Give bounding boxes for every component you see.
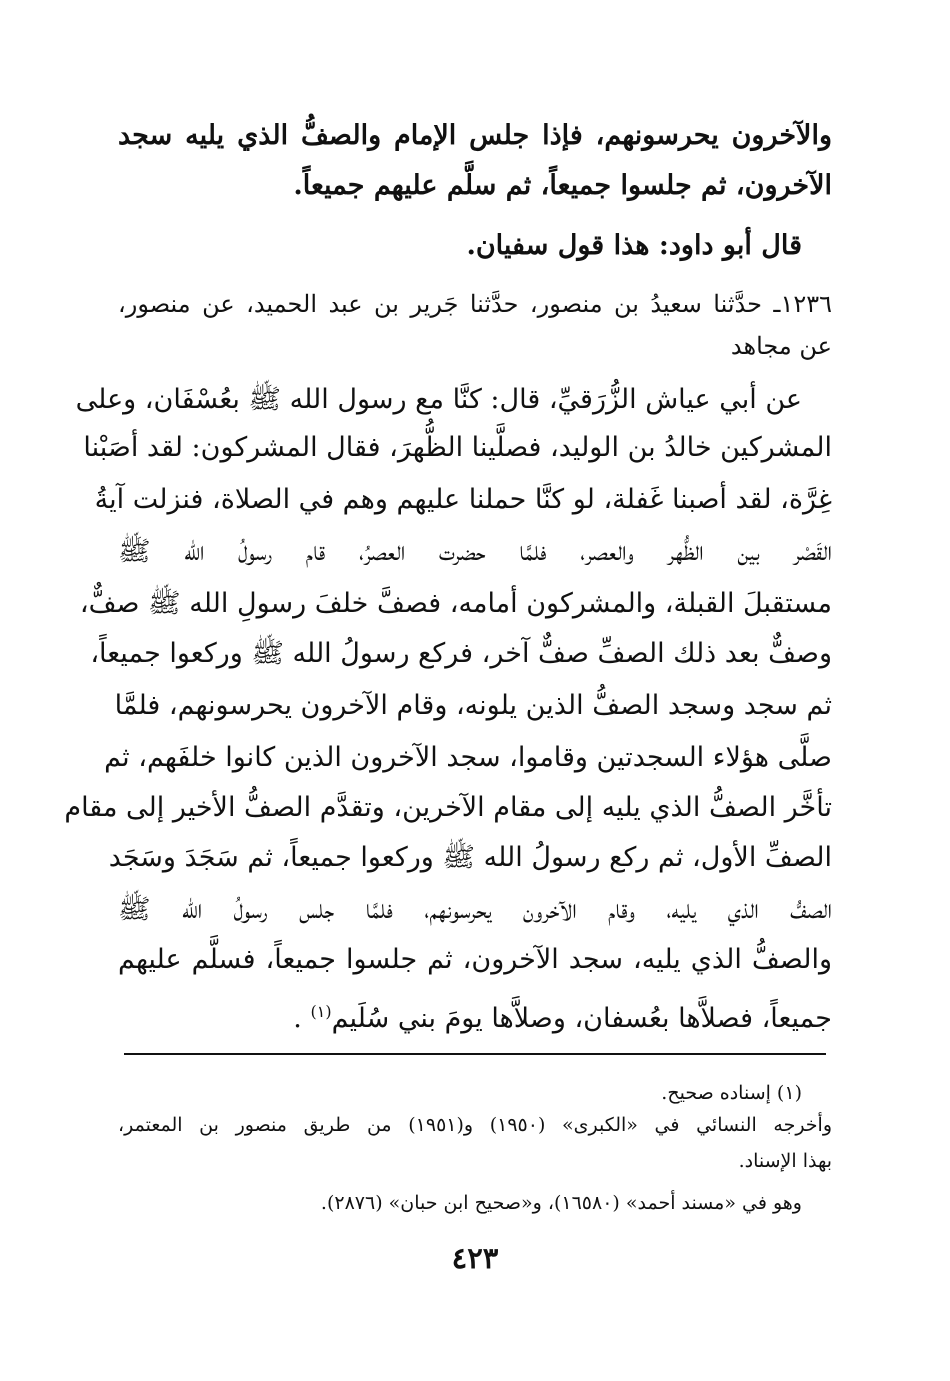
text-line: المشركين خالدُ بن الوليد، فصلَّينا الظُّهرَ، فقال المشركون: لقد أصَبْنا: [83, 432, 832, 463]
text-line: القَصْر بين الظُّهر والعصر، فلمَّا حضرت العصرُ، قام رسولُ الله ﷺ: [118, 536, 832, 567]
footnote-separator: [124, 1053, 826, 1055]
text-line: ثم سجد وسجد الصفُّ الذين يلونه، وقام الآخرون يحرسونهم، فلمَّا: [114, 690, 832, 721]
text-line: [118, 992, 832, 1039]
text-line: الصفِّ الأول، ثم ركع رسولُ الله ﷺ وركعوا جميعاً، ثم سَجَدَ وسَجَد: [108, 842, 832, 873]
text-line: الصفُّ الذي يليه، وقام الآخرون يحرسونهم، فلمَّا جلس رسولُ الله ﷺ: [118, 894, 832, 925]
hadith-chain-line: ١٢٣٦ـ حدَّثنا سعيدُ بن منصور، حدَّثنا جَرير بن عبد الحميد، عن منصور،: [118, 290, 832, 318]
text-line: صلَّى هؤلاء السجدتين وقاموا، سجد الآخرون الذين كانوا خلفَهم، ثم: [104, 742, 832, 773]
text-line: تأخَّر الصفُّ الذي يليه إلى مقام الآخرين، وتقدَّم الصفُّ الأخير إلى مقام: [64, 792, 832, 823]
text-line: قال أبو داود: هذا قول سفيان.: [466, 230, 802, 261]
text-span: .: [293, 1003, 302, 1034]
text-line: غِرَّة، لقد أصبنا غَفلة، لو كنَّا حملنا عليهم وهم في الصلاة، فنزلت آيةُ: [94, 484, 832, 515]
text-line: وصفٌّ بعد ذلك الصفِّ صفٌّ آخر، فركع رسولُ الله ﷺ وركعوا جميعاً،: [90, 638, 832, 669]
text-line: مستقبلَ القبلة، والمشركون أمامه، فصفَّ خلفَ رسولِ الله ﷺ صفٌّ،: [79, 588, 832, 619]
hadith-chain-line: عن مجاهد: [730, 332, 832, 360]
text-span: جميعاً، فصلاَّها بعُسفان، وصلاَّها يومَ بني سُلَيم: [331, 1003, 832, 1034]
text-line: والآخرون يحرسونهم، فإذا جلس الإمام والصفُّ الذي يليه سجد: [118, 120, 832, 151]
text-line: عن أبي عياش الزُّرَقيِّ، قال: كنَّا مع رسول الله ﷺ بعُسْفَان، وعلى: [75, 384, 802, 415]
footnote-marker: (١): [310, 1002, 332, 1021]
text-line: والصفُّ الذي يليه، سجد الآخرون، ثم جلسوا جميعاً، فسلَّم عليهم: [118, 944, 832, 975]
footnote-line: (١) إسناده صحيح.: [661, 1082, 802, 1104]
footnote-line: بهذا الإسناد.: [738, 1150, 832, 1172]
page-number: ٤٢٣: [451, 1241, 499, 1275]
footnote-line: وأخرجه النسائي في «الكبرى» (١٩٥٠) و(١٩٥١) من طريق منصور بن المعتمر،: [118, 1114, 833, 1136]
text-line: الآخرون، ثم جلسوا جميعاً، ثم سلَّم عليهم جميعاً.: [293, 170, 832, 201]
footnote-line: وهو في «مسند أحمد» (١٦٥٨٠)، و«صحيح ابن حبان» (٢٨٧٦).: [320, 1192, 802, 1214]
